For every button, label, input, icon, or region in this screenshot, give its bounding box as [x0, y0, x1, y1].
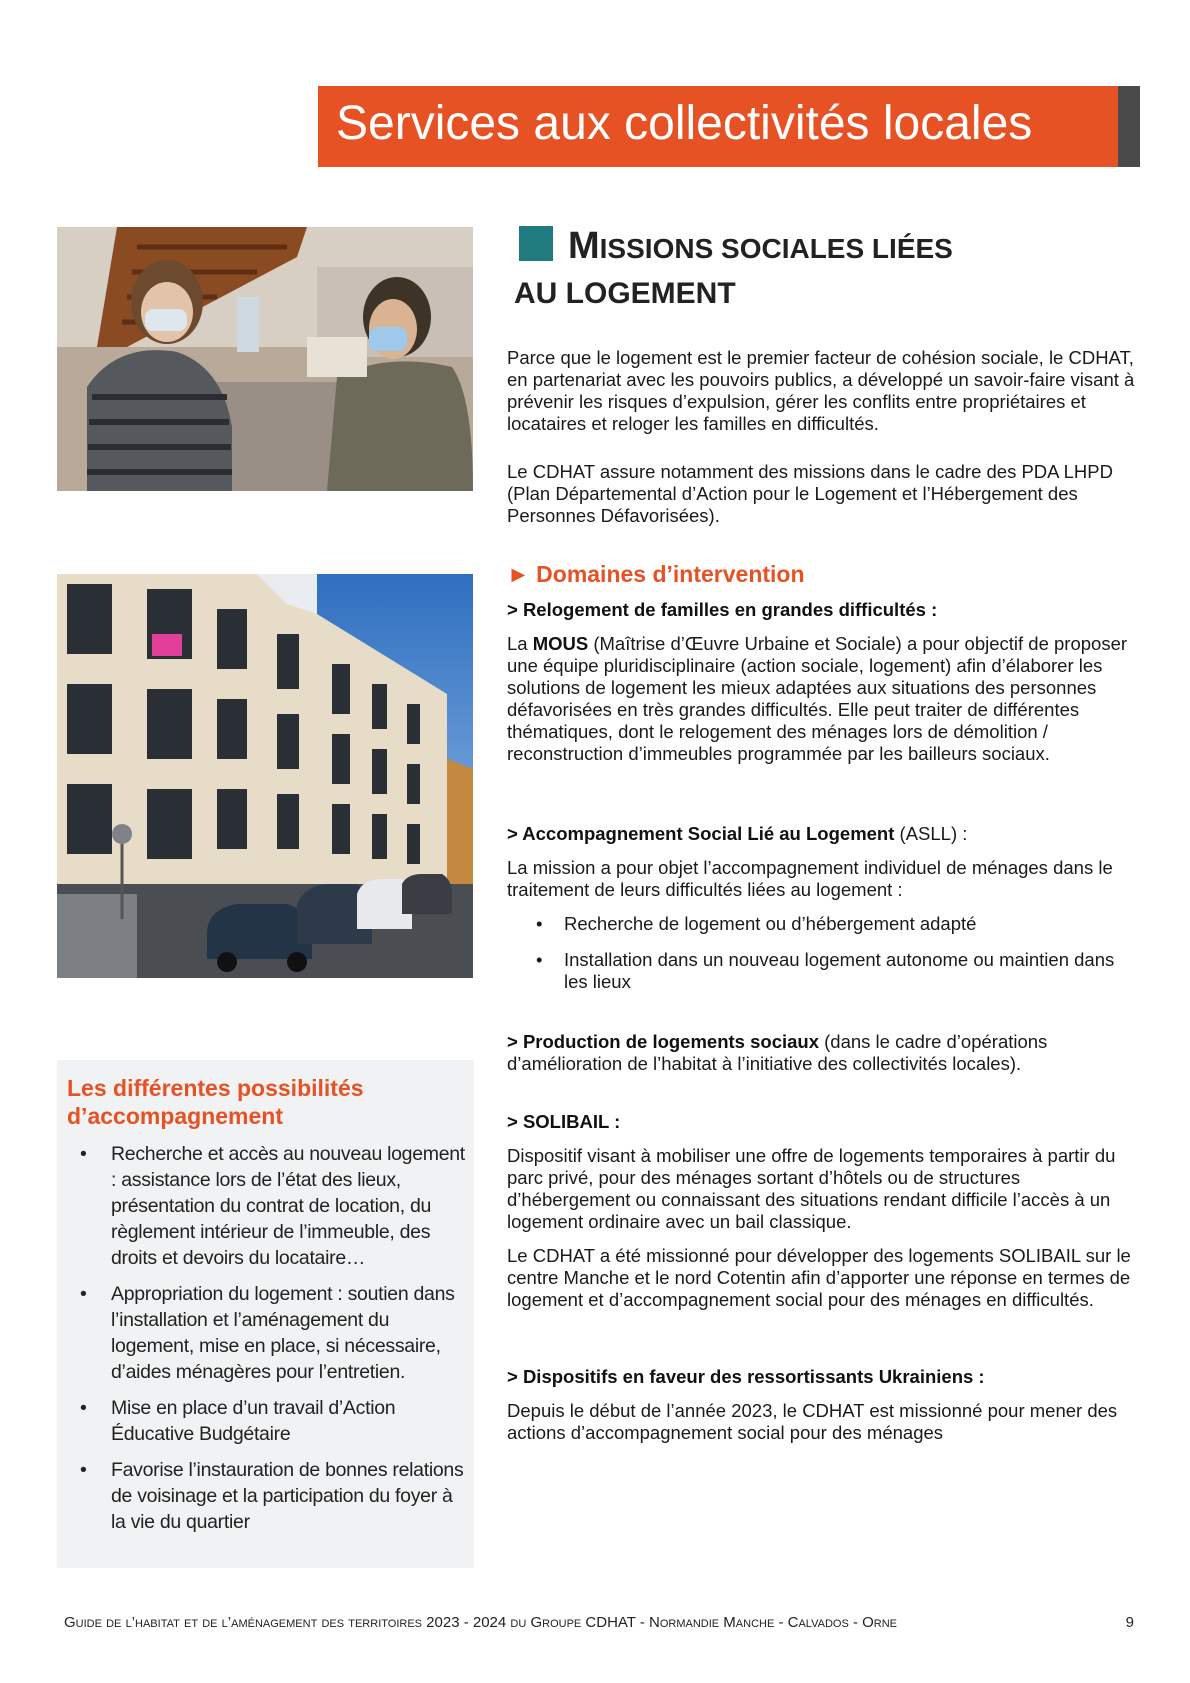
page-footer — [64, 1614, 1144, 1638]
page-number: 9 — [1125, 1614, 1134, 1631]
solibail-heading: > SOLIBAIL : — [507, 1111, 621, 1132]
solibail-paragraph-2: Le CDHAT a été missionné pour développer des logements SOLIBAIL sur le centre Manche et le nord Cotentin afin d’apporter une réponse en termes de logement et d’accompagnement social pour des ménages en difficultés. — [507, 1245, 1131, 1310]
list-item: • Recherche de logement ou d’hébergement adapté — [536, 913, 1136, 935]
ukrainiens-paragraph: Depuis le début de l’année 2023, le CDHAT est missionné pour mener des actions d’accompagnement social pour des ménages — [507, 1400, 1118, 1443]
list-item: • Installation dans un nouveau logement autonome ou maintien dans les lieux — [536, 949, 1136, 993]
section-title-line-2: AU LOGEMENT — [514, 277, 736, 310]
page-title: Services aux collectivités locales — [336, 97, 1033, 150]
sidebar-title: Les différentes possibilités d’accompagnement — [67, 1075, 364, 1129]
list-item: • Favorise l’instauration de bonnes relations de voisinage et la participation du foyer à la vie du quartier — [80, 1457, 470, 1535]
sidebar-list — [80, 1141, 470, 1545]
header-banner-edge — [1118, 86, 1140, 167]
intro-paragraph-2: Le CDHAT assure notamment des missions dans le cadre des PDA LHPD (Plan Départemental d’Action pour le Logement et l’Hébergement des Personnes Défavorisées). — [507, 461, 1113, 526]
list-item: • Appropriation du logement : soutien dans l’installation et l’aménagement du logement, mise en place, si nécessaire, d’aides ménagères pour l’entretien. — [80, 1281, 470, 1385]
relogement-heading: > Relogement de familles en grandes difficultés : — [507, 599, 938, 620]
solibail-paragraph-1: Dispositif visant à mobiliser une offre de logements temporaires à partir du parc privé, pour des ménages sortant d’hôtels ou de structures d’hébergement ou connaissant des situations rendant difficile l’accès à un logement ordinaire avec un bail classique. — [507, 1145, 1116, 1232]
photo-building — [57, 574, 473, 978]
section-title-square — [519, 226, 553, 261]
asll-paragraph: La mission a pour objet l’accompagnement individuel de ménages dans le traitement de leurs difficultés liées au logement : — [507, 857, 1113, 900]
photo-interview — [57, 227, 473, 491]
list-item: • Mise en place d’un travail d’Action Éducative Budgétaire — [80, 1395, 470, 1447]
ukrainiens-heading: > Dispositifs en faveur des ressortissants Ukrainiens : — [507, 1366, 985, 1387]
asll-heading: > Accompagnement Social Lié au Logement (ASLL) : — [507, 823, 968, 844]
list-item: • Recherche et accès au nouveau logement : assistance lors de l’état des lieux, présentation du contrat de location, du règlement intérieur de l’immeuble, des droits et devoirs du locataire… — [80, 1141, 470, 1271]
asll-bullet-list — [536, 913, 1136, 1007]
section-title-line-1: MISSIONS SOCIALES LIÉES — [568, 225, 953, 267]
production-paragraph: > Production de logements sociaux (dans le cadre d’opérations d’amélioration de l’habitat à l’initiative des collectivités locales). — [507, 1031, 1048, 1074]
footer-text: Guide de l’habitat et de l’aménagement des territoires 2023 - 2024 du Groupe CDHAT - Normandie Manche - Calvados - Orne — [64, 1614, 898, 1631]
domaines-heading: ► Domaines d’intervention — [507, 561, 805, 587]
relogement-paragraph: La MOUS (Maîtrise d’Œuvre Urbaine et Sociale) a pour objectif de proposer une équipe pluridisciplinaire (action sociale, logement) afin d’élaborer les solutions de logement les mieux adaptées aux situations des personnes défavorisées en très grandes difficultés. Elle peut traiter de différentes thématiques, dont le relogement des ménages lors de démolition / reconstruction d’immeubles programmée par les bailleurs sociaux. — [507, 633, 1128, 764]
intro-paragraph-1: Parce que le logement est le premier facteur de cohésion sociale, le CDHAT, en partenariat avec les pouvoirs publics, a développé un savoir-faire visant à prévenir les risques d’expulsion, gérer les conflits entre propriétaires et locataires et reloger les familles en difficultés. — [507, 347, 1135, 434]
